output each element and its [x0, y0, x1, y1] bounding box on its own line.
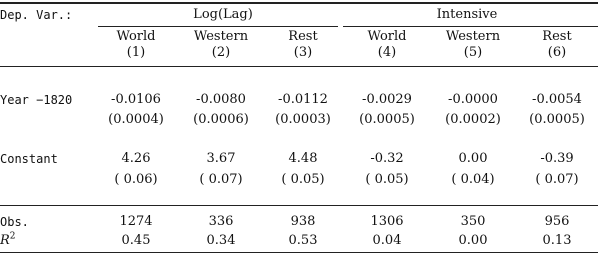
- se-year-1: (0.0004): [108, 112, 164, 127]
- header-rule: [0, 66, 598, 67]
- obs-5: 350: [460, 214, 486, 229]
- column-header-3: Rest: [288, 29, 318, 44]
- obs-6: 956: [544, 214, 570, 229]
- coef-constant-2: 3.67: [206, 151, 236, 166]
- r2-5: 0.00: [458, 233, 488, 248]
- r2-label-main: R: [0, 233, 10, 248]
- coef-year-5: -0.0000: [448, 92, 498, 107]
- se-constant-2: ( 0.07): [199, 172, 243, 187]
- group-rule-intensive: [343, 26, 598, 27]
- top-rule: [0, 2, 598, 4]
- group-header-loglag: Log(Lag): [193, 7, 253, 22]
- coef-year-1: -0.0106: [111, 92, 161, 107]
- se-constant-5: ( 0.04): [451, 172, 495, 187]
- group-rule-loglag: [98, 26, 338, 27]
- coef-year-3: -0.0112: [278, 92, 328, 107]
- row-label-obs: Obs.: [0, 215, 29, 229]
- r2-2: 0.34: [206, 233, 236, 248]
- se-constant-4: ( 0.05): [365, 172, 409, 187]
- row-label-year: Year −1820: [0, 93, 73, 107]
- se-constant-6: ( 0.07): [535, 172, 579, 187]
- r2-3: 0.53: [288, 233, 318, 248]
- column-header-4: World: [367, 29, 407, 44]
- column-number-2: (2): [211, 45, 231, 60]
- se-year-6: (0.0005): [529, 112, 585, 127]
- se-year-2: (0.0006): [193, 112, 249, 127]
- row-label-r2: [0, 233, 16, 249]
- r2-6: 0.13: [542, 233, 572, 248]
- column-number-3: (3): [293, 45, 313, 60]
- coef-year-4: -0.0029: [362, 92, 412, 107]
- r2-label-sup: 2: [9, 231, 16, 242]
- coef-constant-3: 4.48: [288, 151, 318, 166]
- se-year-4: (0.0005): [359, 112, 415, 127]
- row-label-constant: Constant: [0, 152, 58, 166]
- column-number-4: (4): [377, 45, 397, 60]
- group-header-intensive: Intensive: [436, 7, 498, 22]
- stats-rule: [0, 205, 598, 206]
- column-header-5: Western: [445, 29, 501, 44]
- se-constant-1: ( 0.06): [114, 172, 158, 187]
- coef-year-2: -0.0080: [196, 92, 246, 107]
- coef-year-6: -0.0054: [532, 92, 582, 107]
- r2-4: 0.04: [372, 233, 402, 248]
- obs-4: 1306: [370, 214, 404, 229]
- coef-constant-1: 4.26: [121, 151, 151, 166]
- column-number-1: (1): [126, 45, 146, 60]
- se-constant-3: ( 0.05): [281, 172, 325, 187]
- se-year-5: (0.0002): [445, 112, 501, 127]
- bottom-rule: [0, 252, 598, 253]
- column-number-5: (5): [463, 45, 483, 60]
- se-year-3: (0.0003): [275, 112, 331, 127]
- column-number-6: (6): [547, 45, 567, 60]
- obs-2: 336: [208, 214, 234, 229]
- coef-constant-5: 0.00: [458, 151, 488, 166]
- obs-1: 1274: [119, 214, 153, 229]
- r2-1: 0.45: [121, 233, 151, 248]
- obs-3: 938: [290, 214, 316, 229]
- column-header-6: Rest: [542, 29, 572, 44]
- column-header-1: World: [116, 29, 156, 44]
- dep-var-label: Dep. Var.:: [0, 8, 73, 22]
- column-header-2: Western: [193, 29, 249, 44]
- coef-constant-6: -0.39: [540, 151, 574, 166]
- coef-constant-4: -0.32: [370, 151, 404, 166]
